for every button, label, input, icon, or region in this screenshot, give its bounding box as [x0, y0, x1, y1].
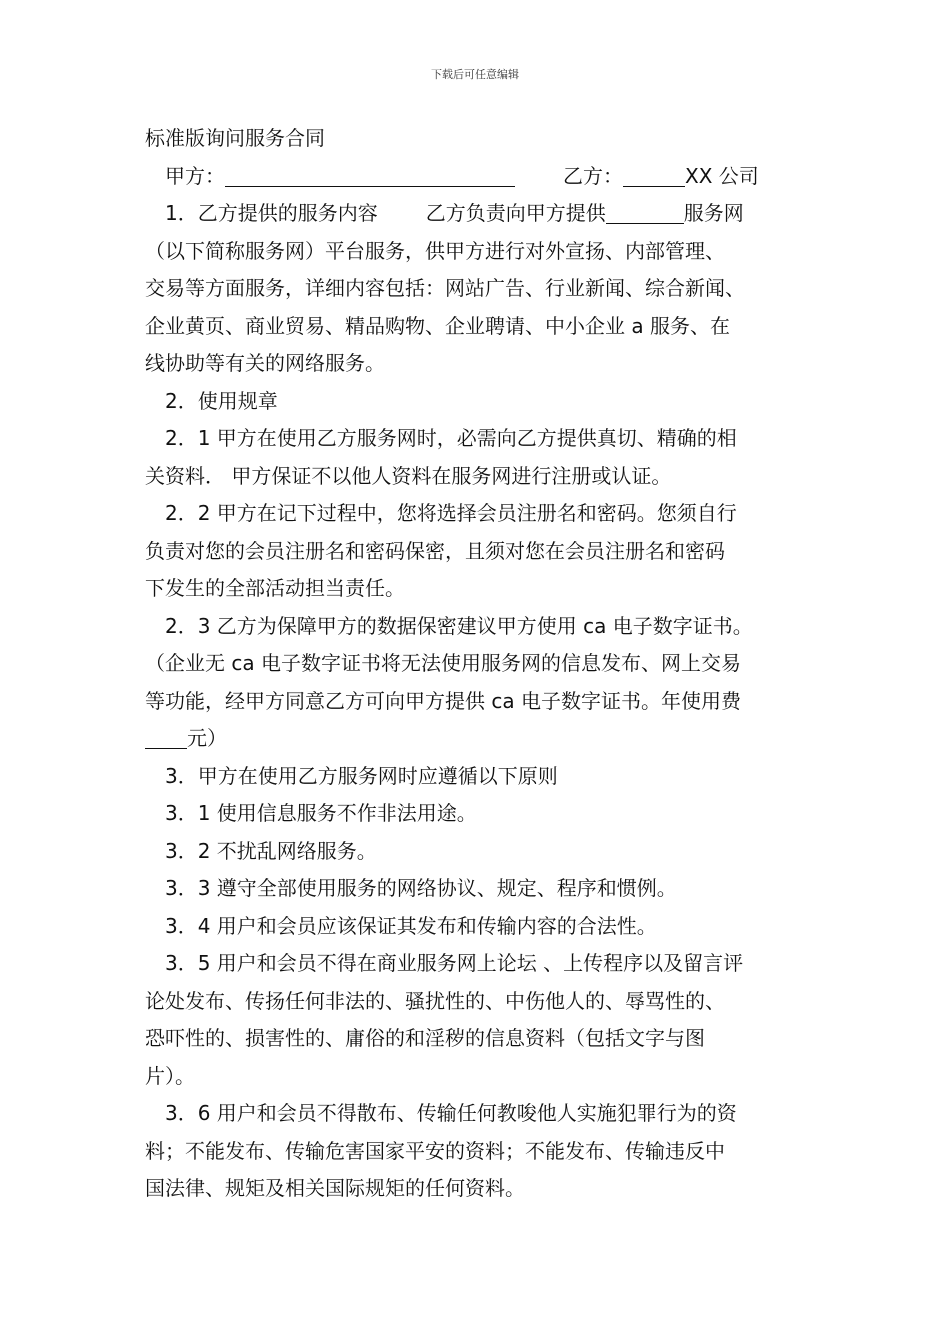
annual-fee-unit: 元） [187, 726, 227, 750]
section3-heading: 3．甲方在使用乙方服务网时应遵循以下原则 [165, 763, 558, 788]
clause-3-5-line2: 论处发布、传扬任何非法的、骚扰性的、中伤他人的、辱骂性的、 [145, 988, 725, 1013]
party-a-label: 甲方： [165, 163, 225, 188]
clause-2-3-line2: （企业无 ca 电子数字证书将无法使用服务网的信息发布、网上交易 [145, 651, 741, 675]
clause-2-2-line1: 2．2 甲方在记下过程中，您将选择会员注册名和密码。您须自行 [165, 501, 737, 525]
party-b-label: 乙方： [563, 163, 623, 188]
section1-intro-tail: 服务网 [683, 201, 744, 225]
clause-3-6-line1: 3．6 用户和会员不得散布、传输任何教唆他人实施犯罪行为的资 [165, 1101, 737, 1125]
section1-line4: 企业黄页、商业贸易、精品购物、企业聘请、中小企业 a 服务、在 [145, 313, 730, 338]
clause-3-5-line3: 恐吓性的、损害性的、庸俗的和淫秽的信息资料（包括文字与图 [145, 1026, 705, 1050]
party-a-blank [225, 162, 515, 187]
section1-line5: 线协助等有关的网络服务。 [145, 351, 385, 375]
section1-heading: 1．乙方提供的服务内容 [165, 201, 378, 225]
clause-2-2-line2: 负责对您的会员注册名和密码保密，且须对您在会员注册名和密码 [145, 538, 725, 563]
clause-3-6-line2: 料；不能发布、传输危害国家平安的资料；不能发布、传输违反中 [145, 1138, 725, 1163]
clause-2-3-line1: 2．3 乙方为保障甲方的数据保密建议甲方使用 ca 电子数字证书。 [165, 613, 753, 638]
clause-2-1-line2: 关资料． 甲方保证不以他人资料在服务网进行注册或认证。 [145, 463, 672, 488]
document-title: 标准版询问服务合同 [145, 126, 325, 150]
clause-2-3-line4 [145, 720, 825, 758]
section1-intro: 乙方负责向甲方提供 [425, 201, 606, 225]
clause-3-6-line3: 国法律、规矩及相关国际规矩的任何资料。 [145, 1176, 525, 1200]
contract-body [145, 120, 825, 1208]
clause-3-5-line4: 片）。 [145, 1063, 195, 1088]
clause-3-4: 3．4 用户和会员应该保证其发布和传输内容的合法性。 [165, 913, 657, 938]
clause-3-1: 3．1 使用信息服务不作非法用途。 [165, 801, 477, 825]
section2-heading: 2．使用规章 [165, 388, 278, 413]
clause-2-2-line3: 下发生的全部活动担当责任。 [145, 576, 405, 600]
section1-line2: （以下简称服务网）平台服务，供甲方进行对外宣扬、内部管理、 [145, 238, 725, 263]
service-name-blank [606, 199, 684, 224]
parties-line [145, 158, 825, 196]
clause-3-3: 3．3 遵守全部使用服务的网络协议、规定、程序和惯例。 [165, 876, 677, 900]
clause-3-5-line1: 3．5 用户和会员不得在商业服务网上论坛 、上传程序以及留言评 [165, 951, 744, 975]
annual-fee-blank [145, 724, 187, 749]
section1-first-line [145, 195, 825, 233]
clause-3-2: 3．2 不扰乱网络服务。 [165, 838, 377, 863]
section1-line3: 交易等方面服务，详细内容包括：网站广告、行业新闻、综合新闻、 [145, 276, 745, 300]
page-header-note: 下载后可任意编辑 [431, 68, 519, 81]
clause-2-1-line1: 2．1 甲方在使用乙方服务网时，必需向乙方提供真切、精确的相 [165, 426, 737, 450]
clause-2-3-line3: 等功能，经甲方同意乙方可向甲方提供 ca 电子数字证书。年使用费 [145, 688, 741, 713]
party-b-name: XX 公司 [685, 163, 759, 188]
party-b-blank [623, 162, 685, 187]
